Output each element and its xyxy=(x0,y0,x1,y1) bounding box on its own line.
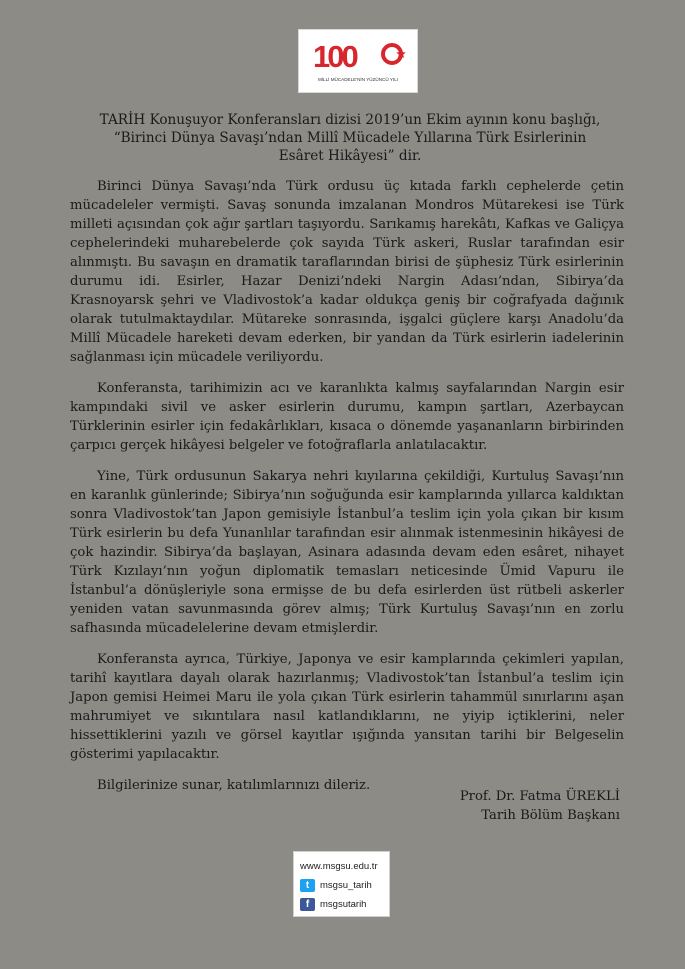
logo-caption: MİLLİ MÜCADELE'NİN YÜZÜNCÜ YILI xyxy=(317,77,399,82)
intro-line-3: Esâret Hikâyesi” dir. xyxy=(278,148,422,164)
website-link[interactable]: www.msgsu.edu.tr xyxy=(300,861,378,872)
paragraph: Konferansta ayrıca, Türkiye, Japonya ve esir kamplarında çekimleri yapılan, tarihî kayıtlara dayalı olarak hazırlanmış; Vladivostok’tan İstanbul’a teslim için Japon gemisi Heimei Maru ile yola çıkan Türk esirlerin tahammül sınırlarını aşan mahrumiyet ve sıkıntılara nasıl katlandıklarını, ne yiyip içtiklerini, neler hissettiklerini yazılı ve görsel kayıtlar ışığında yansıtan tarihi bir Belgeselin gösterimi yapılacaktır. xyxy=(70,652,624,762)
paragraph: Yine, Türk ordusunun Sakarya nehri kıyılarına çekildiği, Kurtuluş Savaşı’nın en karanlık günlerinde; Sibirya’nın soğuğunda esir kamplarında yıllarca kaldıktan sonra Vladivostok’tan Japon gemisiyle İstanbul’a teslim için yola çıkan bir kısım Türk esirlerin bu defa Yunanlılar tarafından esir alınmak istenmesinin hikâyesi de çok hazindir. Sibirya’da başlayan, Asinara adasında devam eden esâret, nihayet Türk Kızılayı’nın yoğun diplomatik temasları neticesinde Ümid Vapuru ile İstanbul’a dönüşleriyle sona ermişse de bu defa esirlerden üst rütbeli askerler yeniden vatan savunmasında görev almış; Türk Kurtuluş Savaşı’nın en zorlu safhasında mücadelelerine devam etmişlerdir. xyxy=(70,469,624,636)
twitter-icon: t xyxy=(300,879,315,892)
facebook-icon: f xyxy=(300,898,315,911)
website-row[interactable] xyxy=(300,857,389,876)
twitter-handle[interactable]: msgsu_tarih xyxy=(320,880,372,891)
facebook-row[interactable] xyxy=(300,895,389,914)
signatory-name: Prof. Dr. Fatma ÜREKLİ xyxy=(459,789,620,804)
intro-heading xyxy=(70,111,630,165)
letter-body xyxy=(70,177,624,807)
facebook-handle[interactable]: msgsutarih xyxy=(320,899,367,910)
signatory-title: Tarih Bölüm Başkanı xyxy=(481,808,620,823)
intro-line-1: TARİH Konuşuyor Konferansları dizisi 2019’un Ekim ayının konu başlığı, xyxy=(99,112,601,128)
social-media-box xyxy=(293,851,390,917)
centennial-logo xyxy=(298,29,418,93)
signature-block xyxy=(460,787,620,825)
twitter-row[interactable] xyxy=(300,876,389,895)
centennial-logo-graphic xyxy=(299,30,417,92)
closing-line: Bilgilerinize sunar, katılımlarınızı dileriz. xyxy=(97,778,371,793)
paragraph: Birinci Dünya Savaşı’nda Türk ordusu üç kıtada farklı cephelerde çetin mücadeleler vermişti. Savaş sonunda imzalanan Mondros Mütarekesi ise Türk milleti açısından çok ağır şartları taşıyordu. Sarıkamış harekâtı, Kafkas ve Galiçya cephelerindeki muharebelerde çok sayıda Türk askeri, Ruslar tarafından esir alınmıştı. Bu savaşın en dramatik taraflarından birisi de şüphesiz Türk esirlerinin durumu idi. Esirler, Hazar Denizi’ndeki Nargin Adası’ndan, Sibirya’da Krasnoyarsk şehri ve Vladivostok’a kadar oldukça geniş bir coğrafyada dağınık olarak tutulmaktaydılar. Mütareke sonrasında, işgalci güçlere karşı Anadolu’da Millî Mücadele hareketi devam ederken, bir yandan da Türk esirlerin iadelerinin sağlanması için mücadele veriliyordu. xyxy=(70,179,624,365)
logo-number: 100 xyxy=(313,39,356,74)
intro-line-2: “Birinci Dünya Savaşı’ndan Millî Mücadele Yıllarına Türk Esirlerinin xyxy=(113,130,587,146)
paragraph: Konferansta, tarihimizin acı ve karanlıkta kalmış sayfalarından Nargin esir kampındaki sivil ve asker esirlerin durumu, kampın şartları, Azerbaycan Türklerinin esirler için fedakârlıkları, kısaca o dönemde yaşananların birbirinden çarpıcı gerçek hikâyesi belgeler ve fotoğraflarla anlatılacaktır. xyxy=(70,381,624,453)
